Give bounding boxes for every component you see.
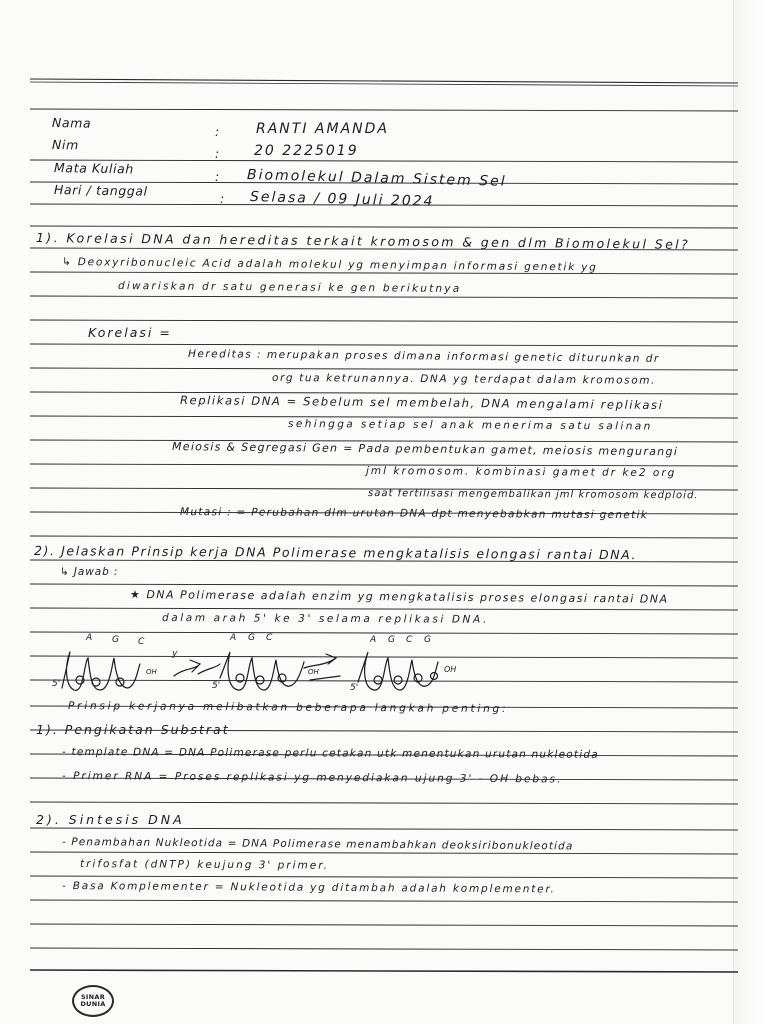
step1-bullet2: - Primer RNA = Proses replikasi yg menyediakan ujung 3' - OH bebas. [61,770,563,786]
replikasi-line1: Replikasi DNA = Sebelum sel membelah, DNA mengalami replikasi [179,393,664,413]
diagram-base-label: G [248,633,255,643]
diagram-base-label: A [370,635,377,645]
dna-elongation-diagram [40,628,480,700]
meiosis-line2: jml kromosom. kombinasi gamet dr ke2 org [365,465,677,480]
hereditas-line1: Hereditas : merupakan proses dimana informasi genetic diturunkan dr [187,348,660,365]
diagram-base-label: G [424,635,431,645]
nama-sep: : [215,124,220,139]
diagram-base-label: C [266,633,273,643]
logo-line1: SINAR [80,993,106,1001]
diagram-base-label: C [138,637,145,647]
nama-label: Nama [51,115,92,131]
hereditas-line2: org tua ketrunannya. DNA yg terdapat dalam kromosom. [271,372,657,387]
diagram-five-prime: 5' [350,683,359,693]
hari-tanggal-label: Hari / tanggal [53,182,148,199]
diagram-base-label: C [406,635,413,645]
nama-value: RANTI AMANDA [256,121,389,137]
diagram-five-prime: 5' [212,681,221,691]
diagram-base-label: A [230,633,237,643]
diagram-oh: OH [444,665,457,674]
diagram-five-prime: 5' [52,679,61,689]
nim-label: Nim [51,137,79,153]
diagram-y-mark: y [172,649,178,659]
step2-bullet1-line2: trifosfat (dNTP) keujung 3' primer. [79,858,329,872]
sinar-dunia-logo [72,985,114,1017]
hari-tanggal-value: Selasa / 09 Juli 2024 [249,189,435,210]
diagram-oh: OH [146,668,157,676]
q1-answer-line1: ↳ Deoxyribonucleic Acid adalah molekul yg menyimpan informasi genetik yg [61,256,598,274]
diagram-oh: OH [308,668,319,676]
step1-bullet1: - template DNA = DNA Polimerase perlu cetakan utk menentukan urutan nukleotida [61,746,599,761]
step2-title: 2). Sintesis DNA [36,812,185,827]
step1-title: 1). Pengikatan Substrat [36,722,230,737]
q2-answer-line1: ★ DNA Polimerase adalah enzim yg mengkatalisis proses elongasi rantai DNA [129,588,669,606]
nim-value: 20 2225019 [254,143,359,159]
replikasi-line2: sehingga setiap sel anak menerima satu salinan [287,418,653,433]
mutasi-line: Mutasi : = Perubahan dlm urutan DNA dpt menyebabkan mutasi genetik [179,506,649,522]
step2-bullet1-line1: - Penambahan Nukleotida = DNA Polimerase menambahkan deoksiribonukleotida [61,836,574,853]
korelasi-heading: Korelasi = [88,325,172,340]
nim-sep: : [215,146,220,161]
q1-question: 1). Korelasi DNA dan hereditas terkait kromosom & gen dlm Biomolekul Sel? [35,230,691,252]
logo-line2: DUNIA [80,1000,106,1008]
mata-kuliah-sep: : [215,169,220,184]
prinsip-line: Prinsip kerjanya melibatkan beberapa langkah penting: [67,700,509,716]
diagram-base-label: G [388,635,395,645]
diagram-base-label: G [112,635,119,645]
meiosis-line1: Meiosis & Segregasi Gen = Pada pembentukan gamet, meiosis mengurangi [171,440,679,459]
q2-question: 2). Jelaskan Prinsip kerja DNA Polimerase mengkatalisis elongasi rantai DNA. [33,543,638,563]
mata-kuliah-value: Biomolekul Dalam Sistem Sel [246,167,507,190]
q2-answer-line2: dalam arah 5' ke 3' selama replikasi DNA. [161,612,489,626]
diagram-base-label: A [86,633,93,643]
mata-kuliah-label: Mata Kuliah [53,160,135,177]
q1-answer-line2: diwariskan dr satu generasi ke gen berikutnya [117,280,462,295]
meiosis-line3: saat fertilisasi mengembalikan jml kromosom kedploid. [367,488,699,502]
step2-bullet2: - Basa Komplementer = Nukleotida yg ditambah adalah komplementer. [61,880,556,896]
q2-jawab: ↳ Jawab : [60,566,119,578]
hari-tanggal-sep: : [220,191,225,206]
